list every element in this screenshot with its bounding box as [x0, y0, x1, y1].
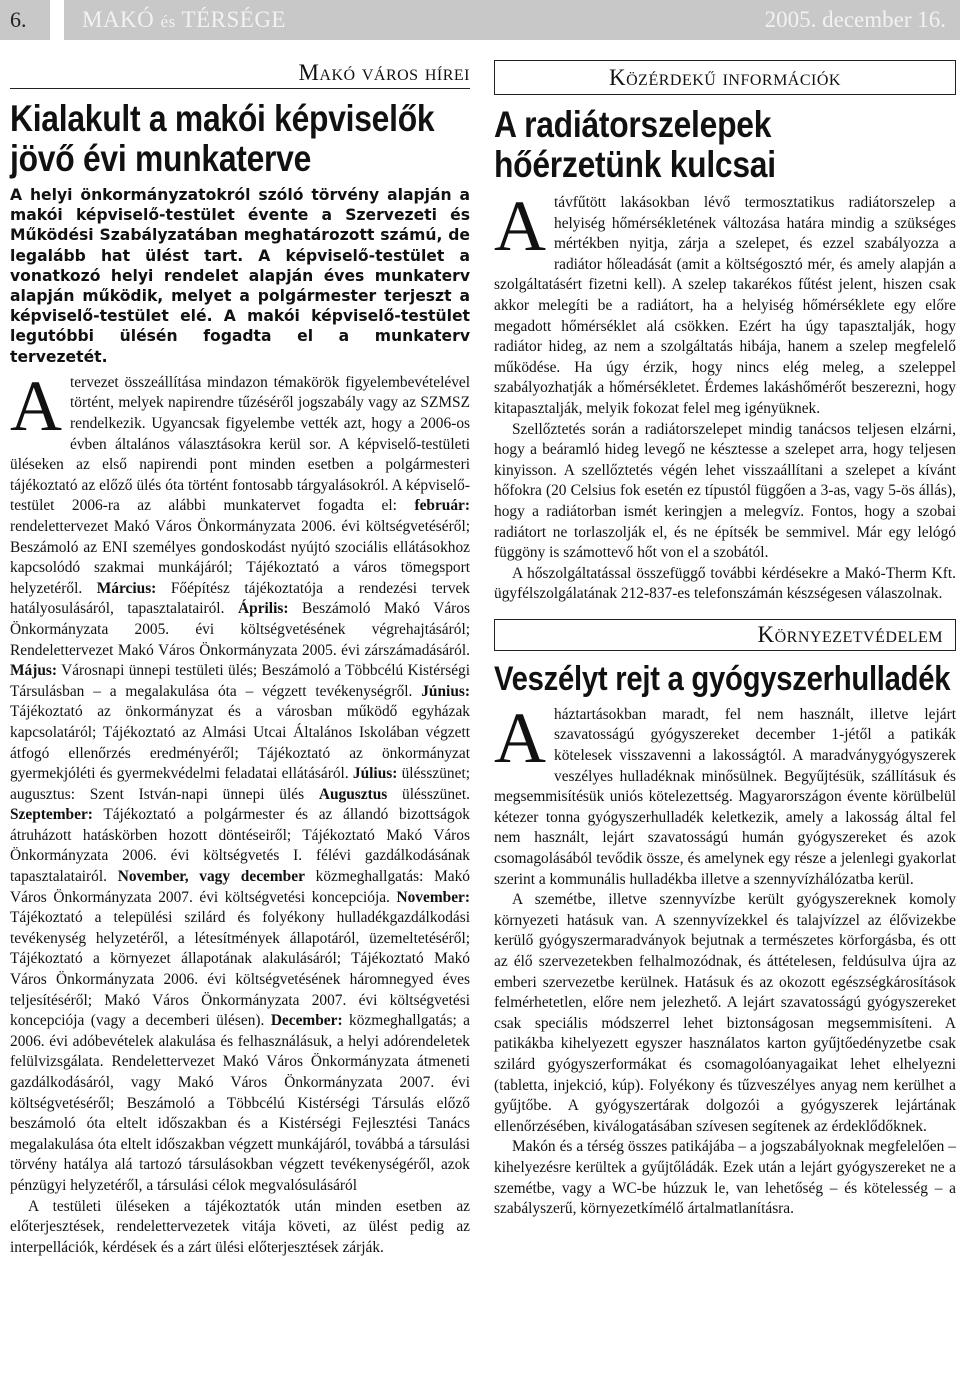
paragraph: Szellőztetés során a radiátorszelepet mindig tanácsos teljesen elzárni, hogy a beáramló hideg levegő ne késztesse a szelepet arra, hogy teljesen kinyisson. A szellőztetés végén lehet visszaállítani a szelepet a kívánt hőfokra (20 Celsius fok esetén ez típustól függően a 3-as, vagy 5-ös állás), hogy a radiátorban ismét keringjen a melegvíz. Fontos, hogy a szobai radiátort ne torlaszolják el, és ne építsék be semmivel. Már egy lelógó függöny is számottevő hőt von el a szobától. [494, 420, 956, 562]
drop-cap: A [10, 365, 62, 446]
month-label: Március: [96, 579, 157, 597]
article-body [494, 186, 956, 605]
month-label: November, vagy december [117, 868, 305, 886]
month-label: December: [270, 1012, 343, 1030]
month-label: Április: [238, 600, 289, 618]
paragraph [10, 365, 471, 1197]
text-run: Tájékoztató az önkormányzat és a városban működő egyházak kapcsolatáról; Tájékoztató az Almási Utcai Általános Iskolában végzett átfogó ellenőrzés eredményéről; Tájékoztató az önkormányzat gyermekjóléti és gyermekvédelmi feladatai ellátásáról. [10, 703, 470, 783]
section-label-kozerdeku: Közérdekű információk [494, 60, 956, 95]
text-run: ülésszünet; augusztus: Szent István-napi ünnepi ülés [10, 765, 471, 803]
publication-name-part: MAKÓ [82, 7, 155, 32]
article-headline: Veszélyt rejt a gyógyszerhulladék [494, 659, 951, 698]
month-label: Május: [10, 662, 58, 680]
text-run: Beszámoló Makó Város Önkormányzata 2005. évi költségvetésének végrehajtásáról; Rendelettervezet Makó Város Önkormányzata 2005. évi zárszámadásáról. [10, 600, 470, 659]
section-label-kornyezetvedelem: Környezetvédelem [494, 619, 956, 651]
text-run: ülésszünet. [387, 785, 470, 803]
month-label: Június: [421, 682, 470, 700]
article-headline [494, 105, 955, 185]
right-column [494, 60, 956, 1220]
left-column [10, 60, 470, 1258]
page-header [0, 0, 960, 40]
publication-name-es: és [160, 12, 176, 31]
article-lead: A helyi önkormányzatokról szóló törvény alapján a makói képviselő-testület évente a Szervezeti és Működési Szabályzatában meghatározott számú, de legalább hat ülést tart. A képviselő-testület a vonatkozó helyi rendelet alapján éves munkaterv alapján működik, melyet a polgármester terjeszt a képviselő-testület elé. A makói képviselő-testület legutóbbi ülésén fogadta el a munkaterv tervezetét. [10, 186, 470, 366]
text-run: tervezet összeállítása mindazon témakörök figyelembevételével történt, melyek napirendre tűzéséről jogszabály vagy az SZMSZ rendelkezik. Ugyancsak figyelembe vették azt, hogy a 2006-os évben általános választásokra kerül sor. A képviselő-testületi üléseken az első napirendi pont minden esetben a polgármesteri tájékoztató az előző ülés óta történt fontosabb tárgyalásokról. A képviselő-testület 2006-ra az alábbi munkatervet fogadta el: [10, 373, 470, 515]
paragraph: A szemétbe, illetve szennyvízbe került gyógyszereknek komoly környezeti hatásuk van. A szennyvízekkel és talajvízzel az élővizekbe kerülő gyógyszermaradványok bejutnak a természetes körforgásba, és ott az élő szervezetekben felhalmozódnak, és áttételesen, feldúsulva újra az emberi szervezetbe kerülnek. Hatásuk és az okozott egészségkárosítások felmérhetetlen, előre nem jelezhető. A lejárt szavatosságú gyógyszereket csak speciális módszerrel lehet biztonságosan megsemmisíteni. A patikákba kihelyezett egyszer használatos karton gyűjtőedényzetbe csak szilárd gyógyszerformákat és csomagolóanyagaikat lehet elhelyezni (tabletta, injekció, kúp). Folyékony és tűzveszélyes anyag nem kerülhet a gyűjtőbe. A gyógyszertárak dolgozói a gyógyszerek lejártának ellenőrzésében, kiválogatásában szívesen segítenek az érdeklődőknek. [494, 891, 956, 1135]
text-run: Városnapi ünnepi testületi ülés; Beszámoló a Többcélú Kistérségi Társulásban – a megalakulása óta – végzett tevékenységről. [10, 662, 470, 700]
article-body [10, 365, 471, 1259]
paragraph: A hőszolgáltatással összefüggő további kérdésekre a Makó-Therm Kft. ügyfélszolgálatának 212-837-es telefonszámán készségesen válaszolnak. [494, 564, 956, 603]
article-headline [10, 99, 469, 179]
month-label: február: [414, 497, 470, 515]
paragraph [494, 186, 956, 420]
text-run: távfűtött lakásokban lévő termosztatikus radiátorszelep a helyiség hőmérsékletének változása határa mindig a szükséges mértékben nyitja, zárja a szelepet, és ezzel szabályozza a radiátor hőleadását (amit a költségosztó mér, és amely alapján a szolgáltatásért fizetni kell). A szelep takarékos fűtést jelent, hiszen csak akkor melegíti be a radiátort, ha a helyiség hőmérséklete egy előre megadott hőmérséklet alá csökken. Ezért ha úgy tapasztalják, hogy radiátor hideg, az nem a szolgáltatás hibája, hanem a szelep megfelelő működése. Ha úgy érzik, hogy nincs elég meleg, a szeleppel szabályozhatják a hőmérsékletet. Érdemes lakáshőmérőt beszerezni, hogy kitapasztalják, melyik fokozat felel meg igényüknek. [494, 194, 956, 417]
text-run: Tájékoztató a települési szilárd és folyékony hulladékgazdálkodási tevékenység helyzetéről, a létesítmények állapotáról, üzemeltetéséről; Tájékoztató a környezet állapotának alakulásáról; Tájékoztató Makó Város Önkormányzata 2006. évi költségvetésének háromnegyed éves teljesítéséről; Makó Város Önkormányzata 2007. évi költségvetési koncepciója (vagy a decemberi ülésen). [10, 909, 470, 1030]
headline-line: Kialakult a makói képviselők [10, 98, 435, 139]
drop-cap: A [494, 186, 546, 266]
month-label: November: [396, 888, 470, 906]
month-label: Július: [352, 765, 398, 783]
header-band [64, 0, 960, 40]
text-run: közmeghallgatás: Makó Város Önkormányzata 2007. évi költségvetési koncepciója. [10, 868, 470, 906]
text-run: Főépítész tájékoztatója a rendezési tervek hatályosulásáról, tapasztalatairól. [10, 579, 470, 618]
section-label-mako-hirei: Makó város hírei [10, 60, 470, 89]
publication-name-part: TÉRSÉGE [181, 7, 286, 32]
paragraph: Makón és a térség összes patikájába – a jogszabályoknak megfelelően – kihelyezésre kerültek a gyűjtőládák. Ezek után a lejárt gyógyszereket ne a szemétbe, vagy a WC-be húzzuk le, van lehetőség – és kötelesség – a szabályszerű, környezetkímélő ártalmatlanításra. [494, 1138, 956, 1218]
text-run: Tájékoztató a polgármester és az állandó bizottságok átruházott hatáskörben hozott döntéseiről; Tájékoztató Makó Város Önkormányzata 2006. évi költségvetés I. félévi gazdálkodásának tapasztalatairól. [10, 806, 470, 886]
drop-cap: A [494, 697, 546, 778]
headline-line: A radiátorszelepek [494, 104, 772, 145]
month-label: Augusztus [318, 785, 388, 803]
page-number: 6. [0, 0, 50, 40]
text-run: háztartásokban maradt, fel nem használt, illetve lejárt szavatosságú gyógyszereket december 1-jétől a patikák kötelesek visszavenni a lakosságtól. A maradványgyógyszerek veszélyes hulladéknak minősülnek. Begyűjtésük, szállításuk és megsemmisítésük uniós kötelezettség. Magyarországon évente körülbelül kétezer tonna gyógyszerhulladék keletkezik, amely a lakosság által fel nem használt, lejárt szavatosságú humán gyógyszereket és azok csomagolásából tevődik össze, és amelynek egy része a jelenlegi gyakorlat szerint a kommunális hulladékba illetve a szennyvízhálózatba kerül. [494, 705, 956, 888]
issue-date: 2005. december 16. [764, 7, 946, 32]
month-label: Szeptember: [10, 806, 93, 824]
paragraph [494, 697, 956, 890]
paragraph: A testületi üléseken a tájékoztatók után minden esetben az előterjesztések, rendelettervezetek vitája követi, az ülést pedig az interpellációk, kérdések és a zárt ülési előterjesztések zárják. [10, 1197, 470, 1256]
headline-line: hőérzetünk kulcsai [494, 144, 776, 185]
article-body [494, 697, 956, 1220]
text-run: közmeghallgatás; a 2006. évi adóbevételek alakulása és felhasználásuk, a helyi adórendeletek felülvizsgálata. Rendelettervezet Makó Város Önkormányzata átmeneti gazdálkodásáról, vagy Makó Város Önkormányzata 2007. évi költségvetéséről; Beszámoló a Többcélú Kistérségi Társulás előző beszámoló óta eltelt időszakban és a Kistérségi Fejlesztési Tanács megalakulása óta eltelt időszakban végzett munkájáról, továbbá a társulási törvény hatálya alá tartozó társulásokban végzett tevékenységéről, azok pénzügyi helyzetéről, a társulási célok megvalósulásáról [10, 1012, 471, 1194]
headline-line: jövő évi munkaterve [10, 138, 312, 179]
publication-name [82, 7, 286, 33]
text-run: rendelettervezet Makó Város Önkormányzata 2006. évi költségvetéséről; Beszámoló az ENI személyes gondoskodást nyújtó szociális ellátásokhoz kapcsolódó szakmai munkájáról; Tájékoztató a város tömegsport helyzetéről. [10, 517, 470, 597]
